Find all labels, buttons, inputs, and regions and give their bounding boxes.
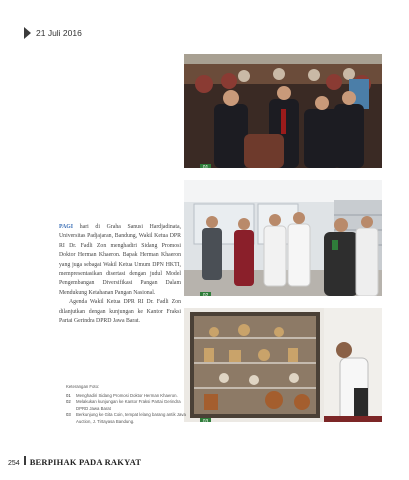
photo-office-visit bbox=[184, 180, 382, 296]
date-text: 21 Juli 2016 bbox=[36, 28, 82, 38]
caption-text: Berkunjung ke Gita Coin, tempat lelang barang antik Java Auction, J. Tirtayasa Bandung. bbox=[76, 412, 186, 424]
triangle-bullet-icon bbox=[24, 27, 31, 39]
book-title: BERPIHAK PADA RAKYAT bbox=[29, 457, 142, 467]
caption-item bbox=[66, 412, 186, 425]
photo-number-badge: 02 bbox=[200, 292, 211, 296]
caption-item bbox=[66, 399, 186, 412]
caption-number: 02 bbox=[66, 399, 71, 405]
photo-captions bbox=[66, 384, 186, 426]
article-paragraph-1 bbox=[59, 223, 181, 298]
article-body bbox=[59, 223, 181, 326]
photo-doctoral-session bbox=[184, 54, 382, 168]
caption-text: Menghadiri Sidang Promosi Doktor Herman Khaeron. bbox=[76, 392, 178, 398]
page-footer bbox=[8, 456, 141, 467]
article-paragraph-2: Agenda Wakil Ketua DPR RI Dr. Fadli Zon dilanjutkan dengan kunjungan ke Kantor Fraksi Partai Gerindra DPRD Jawa Barat. bbox=[59, 299, 181, 325]
photo-number-badge: 03 bbox=[200, 418, 211, 422]
captions-title: Keterangan Foto: bbox=[66, 384, 100, 389]
caption-number: 03 bbox=[66, 412, 71, 418]
footer-divider bbox=[24, 456, 26, 465]
article-lead-word: PAGI bbox=[59, 224, 74, 230]
photo-antique-shop bbox=[184, 308, 382, 422]
photo-number-badge: 01 bbox=[200, 164, 211, 168]
caption-number: 01 bbox=[66, 392, 71, 398]
date-header bbox=[24, 27, 82, 39]
caption-text: Melakukan kunjungan ke Kantor Fraksi Partai Gerindra DPRD Jawa Barat bbox=[76, 399, 181, 411]
article-paragraph-1-text: hari di Graha Sanusi Hardjadinata, Universitas Padjajaran, Bandung, Wakil Ketua DPR RI Dr. Fadli Zon menghadiri Sidang Promosi Doktor Herman Khaeron. Bapak Herman Khaeron yang juga sebagai Wakil Ketua Umum DPN HKTI, mempresentasikan disertasi dengan judul Model Pengembangan Diversifikasi Pangan Dalam Mendukung Ketahanan Pangan Nasional. bbox=[59, 224, 181, 296]
page-number: 254 bbox=[8, 460, 20, 467]
caption-item bbox=[66, 393, 186, 400]
